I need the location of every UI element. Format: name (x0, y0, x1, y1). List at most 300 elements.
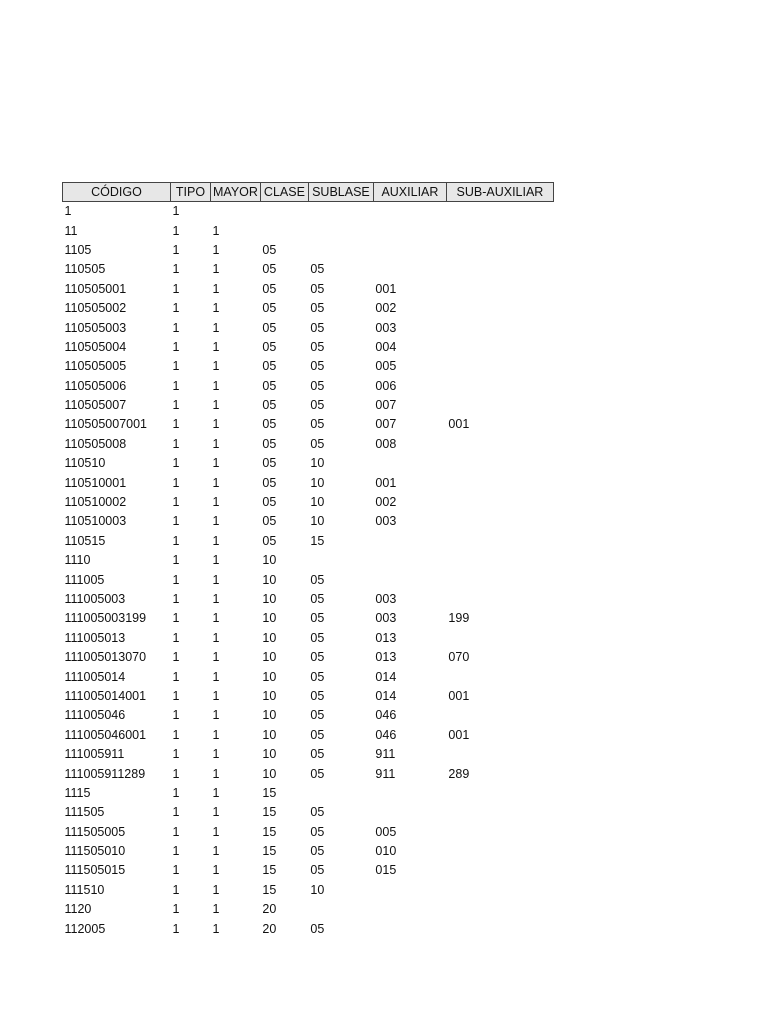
cell-auxiliar: 046 (375, 708, 397, 723)
table-row (63, 900, 554, 919)
cell-codigo: 111005911 (64, 747, 125, 762)
cell-mayor: 1 (212, 669, 220, 684)
cell-sub-auxiliar: 199 (448, 611, 470, 626)
cell-mayor: 1 (212, 378, 220, 393)
cell-auxiliar (373, 260, 446, 279)
cell-sub-auxiliar (446, 221, 553, 240)
cell-clase: 10 (262, 766, 277, 781)
cell-sub-auxiliar (446, 299, 553, 318)
cell-auxiliar: 006 (375, 378, 397, 393)
cell-clase (260, 221, 308, 240)
cell-auxiliar: 008 (375, 436, 397, 451)
cell-mayor: 1 (212, 242, 220, 257)
cell-auxiliar: 911 (375, 766, 396, 781)
cell-codigo: 111505010 (64, 844, 126, 859)
cell-sub-auxiliar (446, 900, 553, 919)
cell-mayor: 1 (212, 359, 220, 374)
cell-clase: 15 (262, 805, 277, 820)
cell-sublase: 05 (310, 863, 325, 878)
cell-sublase: 05 (310, 359, 325, 374)
cell-clase: 05 (262, 533, 277, 548)
cell-mayor: 1 (212, 475, 220, 490)
cell-mayor: 1 (212, 824, 220, 839)
table-row (63, 706, 554, 725)
table-row (63, 357, 554, 376)
cell-clase: 10 (262, 572, 277, 587)
cell-sublase (308, 241, 373, 260)
table-row (63, 532, 554, 551)
cell-tipo: 1 (172, 708, 180, 723)
cell-codigo: 1110 (64, 553, 91, 568)
cell-tipo: 1 (172, 572, 180, 587)
cell-mayor: 1 (212, 436, 220, 451)
cell-sub-auxiliar (446, 861, 553, 880)
cell-mayor (211, 202, 261, 222)
cell-mayor: 1 (212, 592, 220, 606)
cell-sub-auxiliar (446, 532, 553, 551)
cell-sub-auxiliar (446, 667, 553, 686)
cell-sub-auxiliar: 070 (448, 650, 470, 665)
cell-codigo: 110510003 (64, 514, 127, 529)
table-row (63, 338, 554, 357)
cell-auxiliar: 001 (375, 281, 397, 296)
cell-sublase: 05 (310, 398, 325, 413)
cell-clase: 20 (262, 921, 277, 936)
table-row (63, 280, 554, 299)
cell-sub-auxiliar (446, 706, 553, 725)
cell-tipo: 1 (172, 921, 180, 936)
cell-mayor: 1 (212, 281, 220, 296)
cell-auxiliar: 007 (375, 398, 397, 413)
cell-tipo: 1 (172, 902, 180, 917)
cell-codigo: 1105 (64, 242, 92, 257)
cell-mayor: 1 (212, 747, 220, 762)
table-row (63, 687, 554, 706)
cell-auxiliar: 004 (375, 339, 397, 354)
cell-tipo: 1 (172, 747, 180, 762)
header-row (63, 183, 554, 202)
cell-codigo: 111005046001 (64, 727, 147, 742)
cell-auxiliar: 003 (375, 611, 397, 626)
cell-mayor: 1 (212, 708, 220, 723)
cell-codigo: 110510001 (64, 475, 127, 490)
cell-sublase: 05 (310, 708, 325, 723)
cell-sublase: 05 (310, 650, 325, 665)
cell-sublase: 05 (310, 339, 325, 354)
table-row (63, 318, 554, 337)
cell-sublase: 05 (310, 824, 325, 839)
cell-mayor: 1 (212, 921, 220, 936)
cell-codigo: 111005014 (64, 669, 126, 684)
cell-mayor: 1 (212, 805, 220, 820)
cell-mayor: 1 (212, 863, 220, 878)
cell-sub-auxiliar: 001 (448, 727, 470, 742)
cell-clase: 05 (262, 242, 277, 257)
table-body (63, 202, 554, 939)
cell-sub-auxiliar (446, 803, 553, 822)
cell-codigo: 110510 (64, 456, 106, 471)
cell-sublase: 10 (310, 475, 325, 490)
cell-sub-auxiliar (446, 318, 553, 337)
cell-auxiliar (373, 570, 446, 589)
cell-sublase: 05 (310, 844, 325, 859)
cell-clase: 10 (262, 727, 277, 742)
cell-codigo: 1120 (64, 902, 92, 917)
header-clase: CLASE (260, 183, 308, 202)
cell-mayor: 1 (212, 650, 220, 665)
cell-tipo: 1 (172, 785, 180, 800)
cell-clase: 10 (262, 669, 277, 684)
cell-sub-auxiliar (446, 570, 553, 589)
cell-clase: 05 (262, 495, 277, 510)
cell-tipo: 1 (172, 824, 180, 839)
table-row (63, 726, 554, 745)
cell-mayor: 1 (212, 320, 220, 335)
cell-auxiliar: 010 (375, 844, 397, 859)
cell-auxiliar (373, 202, 446, 222)
cell-clase: 05 (262, 436, 277, 451)
table-row (63, 667, 554, 686)
cell-clase: 10 (262, 688, 277, 703)
cell-codigo: 111510 (64, 882, 105, 897)
cell-tipo: 1 (172, 436, 180, 451)
cell-tipo: 1 (172, 727, 180, 742)
table-row (63, 473, 554, 492)
table-row (63, 803, 554, 822)
cell-sub-auxiliar: 001 (448, 417, 470, 432)
cell-mayor: 1 (212, 495, 220, 510)
cell-codigo: 110505004 (64, 339, 127, 354)
cell-sublase (308, 221, 373, 240)
cell-mayor: 1 (212, 902, 220, 917)
cell-clase: 05 (262, 359, 277, 374)
cell-sub-auxiliar (446, 396, 553, 415)
cell-sub-auxiliar (446, 241, 553, 260)
cell-codigo: 1115 (64, 785, 91, 800)
cell-mayor: 1 (212, 882, 220, 897)
cell-tipo: 1 (172, 242, 180, 257)
cell-mayor: 1 (212, 766, 220, 781)
table-row (63, 629, 554, 648)
cell-tipo: 1 (172, 223, 180, 238)
cell-sub-auxiliar (446, 473, 553, 492)
cell-auxiliar (373, 551, 446, 570)
cell-mayor: 1 (212, 262, 220, 277)
table-row (63, 919, 554, 938)
cell-sublase: 05 (310, 301, 325, 316)
cell-clase: 20 (262, 902, 277, 917)
table-row (63, 202, 554, 222)
table-row (63, 299, 554, 318)
cell-codigo: 111505005 (64, 824, 126, 839)
cell-sublase: 05 (310, 320, 325, 335)
cell-sublase: 05 (310, 436, 325, 451)
cell-clase: 05 (262, 378, 277, 393)
cell-auxiliar (373, 221, 446, 240)
cell-auxiliar (373, 919, 446, 938)
cell-tipo: 1 (172, 359, 180, 374)
cell-auxiliar: 014 (375, 688, 397, 703)
cell-clase: 05 (262, 475, 277, 490)
cell-codigo: 110505008 (64, 436, 127, 451)
cell-auxiliar: 005 (375, 359, 397, 374)
cell-sub-auxiliar (446, 260, 553, 279)
table-row (63, 881, 554, 900)
cell-clase: 10 (262, 553, 277, 568)
cell-sub-auxiliar (446, 377, 553, 396)
cell-codigo: 110505007 (64, 398, 127, 413)
cell-clase (260, 202, 308, 222)
accounts-table (62, 182, 554, 939)
cell-tipo: 1 (172, 495, 180, 510)
cell-codigo: 111005003199 (64, 611, 147, 626)
cell-auxiliar (373, 532, 446, 551)
cell-sublase: 05 (310, 766, 325, 781)
cell-sublase: 10 (310, 456, 325, 471)
cell-codigo: 110505003 (64, 320, 127, 335)
cell-codigo: 110505 (64, 262, 106, 277)
cell-sub-auxiliar: 289 (448, 766, 470, 781)
cell-auxiliar (373, 784, 446, 803)
table-row (63, 570, 554, 589)
cell-clase: 05 (262, 514, 277, 529)
cell-sub-auxiliar (446, 493, 553, 512)
cell-codigo: 111005911289 (64, 766, 146, 781)
cell-mayor: 1 (212, 727, 220, 742)
cell-sub-auxiliar: 001 (448, 688, 470, 703)
cell-sublase: 05 (310, 262, 325, 277)
cell-sublase: 05 (310, 572, 325, 587)
cell-mayor: 1 (212, 844, 220, 859)
cell-sub-auxiliar (446, 454, 553, 473)
cell-auxiliar: 015 (375, 863, 397, 878)
cell-auxiliar: 013 (375, 630, 397, 645)
cell-codigo: 11 (64, 223, 78, 238)
cell-sub-auxiliar (446, 551, 553, 570)
cell-tipo: 1 (172, 669, 180, 684)
cell-tipo: 1 (172, 417, 180, 432)
cell-sublase (308, 784, 373, 803)
cell-auxiliar (373, 803, 446, 822)
cell-sub-auxiliar (446, 357, 553, 376)
cell-tipo: 1 (172, 281, 180, 296)
cell-sub-auxiliar (446, 338, 553, 357)
cell-sublase: 05 (310, 378, 325, 393)
cell-mayor: 1 (212, 630, 220, 645)
table-row (63, 784, 554, 803)
cell-tipo: 1 (172, 863, 180, 878)
cell-mayor: 1 (212, 223, 220, 238)
cell-codigo: 110505002 (64, 301, 127, 316)
cell-clase: 05 (262, 301, 277, 316)
cell-mayor: 1 (212, 688, 220, 703)
cell-tipo: 1 (172, 320, 180, 335)
cell-codigo: 111005014001 (64, 688, 147, 703)
cell-codigo: 1 (64, 204, 72, 219)
cell-sublase: 05 (310, 611, 325, 626)
cell-sublase: 05 (310, 921, 325, 936)
cell-mayor: 1 (212, 533, 220, 548)
cell-sublase: 10 (310, 882, 325, 897)
cell-clase: 05 (262, 281, 277, 296)
cell-mayor: 1 (212, 553, 220, 568)
cell-clase: 05 (262, 339, 277, 354)
cell-tipo: 1 (172, 204, 180, 219)
cell-sublase (308, 551, 373, 570)
table-row (63, 241, 554, 260)
table-row (63, 590, 554, 609)
cell-sub-auxiliar (446, 881, 553, 900)
cell-tipo: 1 (172, 301, 180, 316)
cell-sub-auxiliar (446, 590, 553, 609)
cell-sub-auxiliar (446, 629, 553, 648)
table-row (63, 551, 554, 570)
cell-auxiliar: 013 (375, 650, 397, 665)
cell-sublase: 05 (310, 805, 325, 820)
cell-tipo: 1 (172, 630, 180, 645)
cell-tipo: 1 (172, 650, 180, 665)
cell-clase: 05 (262, 456, 277, 471)
cell-auxiliar (373, 241, 446, 260)
cell-clase: 10 (262, 611, 277, 626)
cell-codigo: 111005046 (64, 708, 126, 723)
cell-auxiliar: 002 (375, 301, 397, 316)
cell-mayor: 1 (212, 785, 220, 800)
cell-mayor: 1 (212, 301, 220, 316)
cell-clase: 05 (262, 398, 277, 413)
cell-sublase: 10 (310, 495, 325, 510)
cell-sublase (308, 900, 373, 919)
cell-codigo: 110510002 (64, 495, 127, 510)
cell-auxiliar (373, 881, 446, 900)
cell-sublase: 05 (310, 727, 325, 742)
cell-auxiliar: 005 (375, 824, 397, 839)
cell-tipo: 1 (172, 514, 180, 529)
cell-sub-auxiliar (446, 823, 553, 842)
cell-codigo: 112005 (64, 921, 106, 936)
cell-sublase (308, 202, 373, 222)
cell-codigo: 111505015 (64, 863, 126, 878)
cell-auxiliar: 014 (375, 669, 397, 684)
header-tipo: TIPO (171, 183, 211, 202)
table-row (63, 221, 554, 240)
cell-tipo: 1 (172, 456, 180, 471)
cell-mayor: 1 (212, 514, 220, 529)
cell-tipo: 1 (172, 475, 180, 490)
cell-clase: 15 (262, 863, 277, 878)
cell-clase: 15 (262, 844, 277, 859)
cell-sub-auxiliar (446, 784, 553, 803)
cell-clase: 05 (262, 262, 277, 277)
cell-mayor: 1 (212, 417, 220, 432)
cell-tipo: 1 (172, 805, 180, 820)
cell-codigo: 110515 (64, 533, 106, 548)
table-row (63, 648, 554, 667)
cell-auxiliar: 003 (375, 514, 397, 529)
cell-auxiliar (373, 900, 446, 919)
cell-tipo: 1 (172, 553, 180, 568)
cell-sublase: 05 (310, 281, 325, 296)
table-row (63, 377, 554, 396)
cell-sublase: 05 (310, 592, 325, 606)
cell-tipo: 1 (172, 262, 180, 277)
cell-tipo: 1 (172, 533, 180, 548)
cell-codigo: 110505001 (64, 281, 127, 296)
cell-tipo: 1 (172, 378, 180, 393)
header-auxiliar: AUXILIAR (373, 183, 446, 202)
cell-auxiliar: 003 (375, 320, 397, 335)
cell-sublase: 05 (310, 630, 325, 645)
cell-tipo: 1 (172, 766, 180, 781)
cell-clase: 10 (262, 592, 277, 606)
cell-codigo: 111005013 (64, 630, 126, 645)
cell-sublase: 05 (310, 669, 325, 684)
cell-tipo: 1 (172, 688, 180, 703)
table-row (63, 861, 554, 880)
cell-tipo: 1 (172, 398, 180, 413)
table-row (63, 454, 554, 473)
table-row (63, 260, 554, 279)
cell-codigo: 110505006 (64, 378, 127, 393)
table-row (63, 745, 554, 764)
cell-tipo: 1 (172, 611, 180, 626)
cell-codigo: 111005 (64, 572, 105, 587)
header-codigo: CÓDIGO (63, 183, 171, 202)
cell-sub-auxiliar (446, 202, 553, 222)
cell-tipo: 1 (172, 592, 180, 606)
cell-sub-auxiliar (446, 842, 553, 861)
table-row (63, 609, 554, 628)
cell-tipo: 1 (172, 844, 180, 859)
cell-clase: 10 (262, 630, 277, 645)
cell-clase: 10 (262, 747, 277, 762)
cell-clase: 05 (262, 320, 277, 335)
cell-sublase: 05 (310, 747, 325, 762)
cell-auxiliar (373, 454, 446, 473)
cell-codigo: 111005013070 (64, 650, 147, 665)
cell-codigo: 110505007001 (64, 417, 147, 432)
cell-sub-auxiliar (446, 512, 553, 531)
cell-codigo: 111505 (64, 805, 105, 820)
table-row (63, 842, 554, 861)
cell-sublase: 05 (310, 688, 325, 703)
cell-clase: 15 (262, 882, 277, 897)
accounts-sheet (62, 182, 554, 939)
cell-auxiliar: 007 (375, 417, 397, 432)
cell-auxiliar: 002 (375, 495, 397, 510)
cell-tipo: 1 (172, 882, 180, 897)
header-sublase: SUBLASE (308, 183, 373, 202)
table-row (63, 512, 554, 531)
cell-sub-auxiliar (446, 280, 553, 299)
table-row (63, 764, 554, 783)
cell-sub-auxiliar (446, 745, 553, 764)
cell-codigo: 111005003 (64, 592, 126, 606)
table-row (63, 493, 554, 512)
cell-auxiliar: 003 (375, 592, 397, 606)
cell-auxiliar: 046 (375, 727, 397, 742)
cell-mayor: 1 (212, 611, 220, 626)
cell-mayor: 1 (212, 572, 220, 587)
cell-sub-auxiliar (446, 435, 553, 454)
cell-clase: 15 (262, 824, 277, 839)
cell-clase: 05 (262, 417, 277, 432)
cell-clase: 10 (262, 708, 277, 723)
cell-codigo: 110505005 (64, 359, 127, 374)
table-row (63, 415, 554, 434)
cell-clase: 15 (262, 785, 277, 800)
cell-tipo: 1 (172, 339, 180, 354)
